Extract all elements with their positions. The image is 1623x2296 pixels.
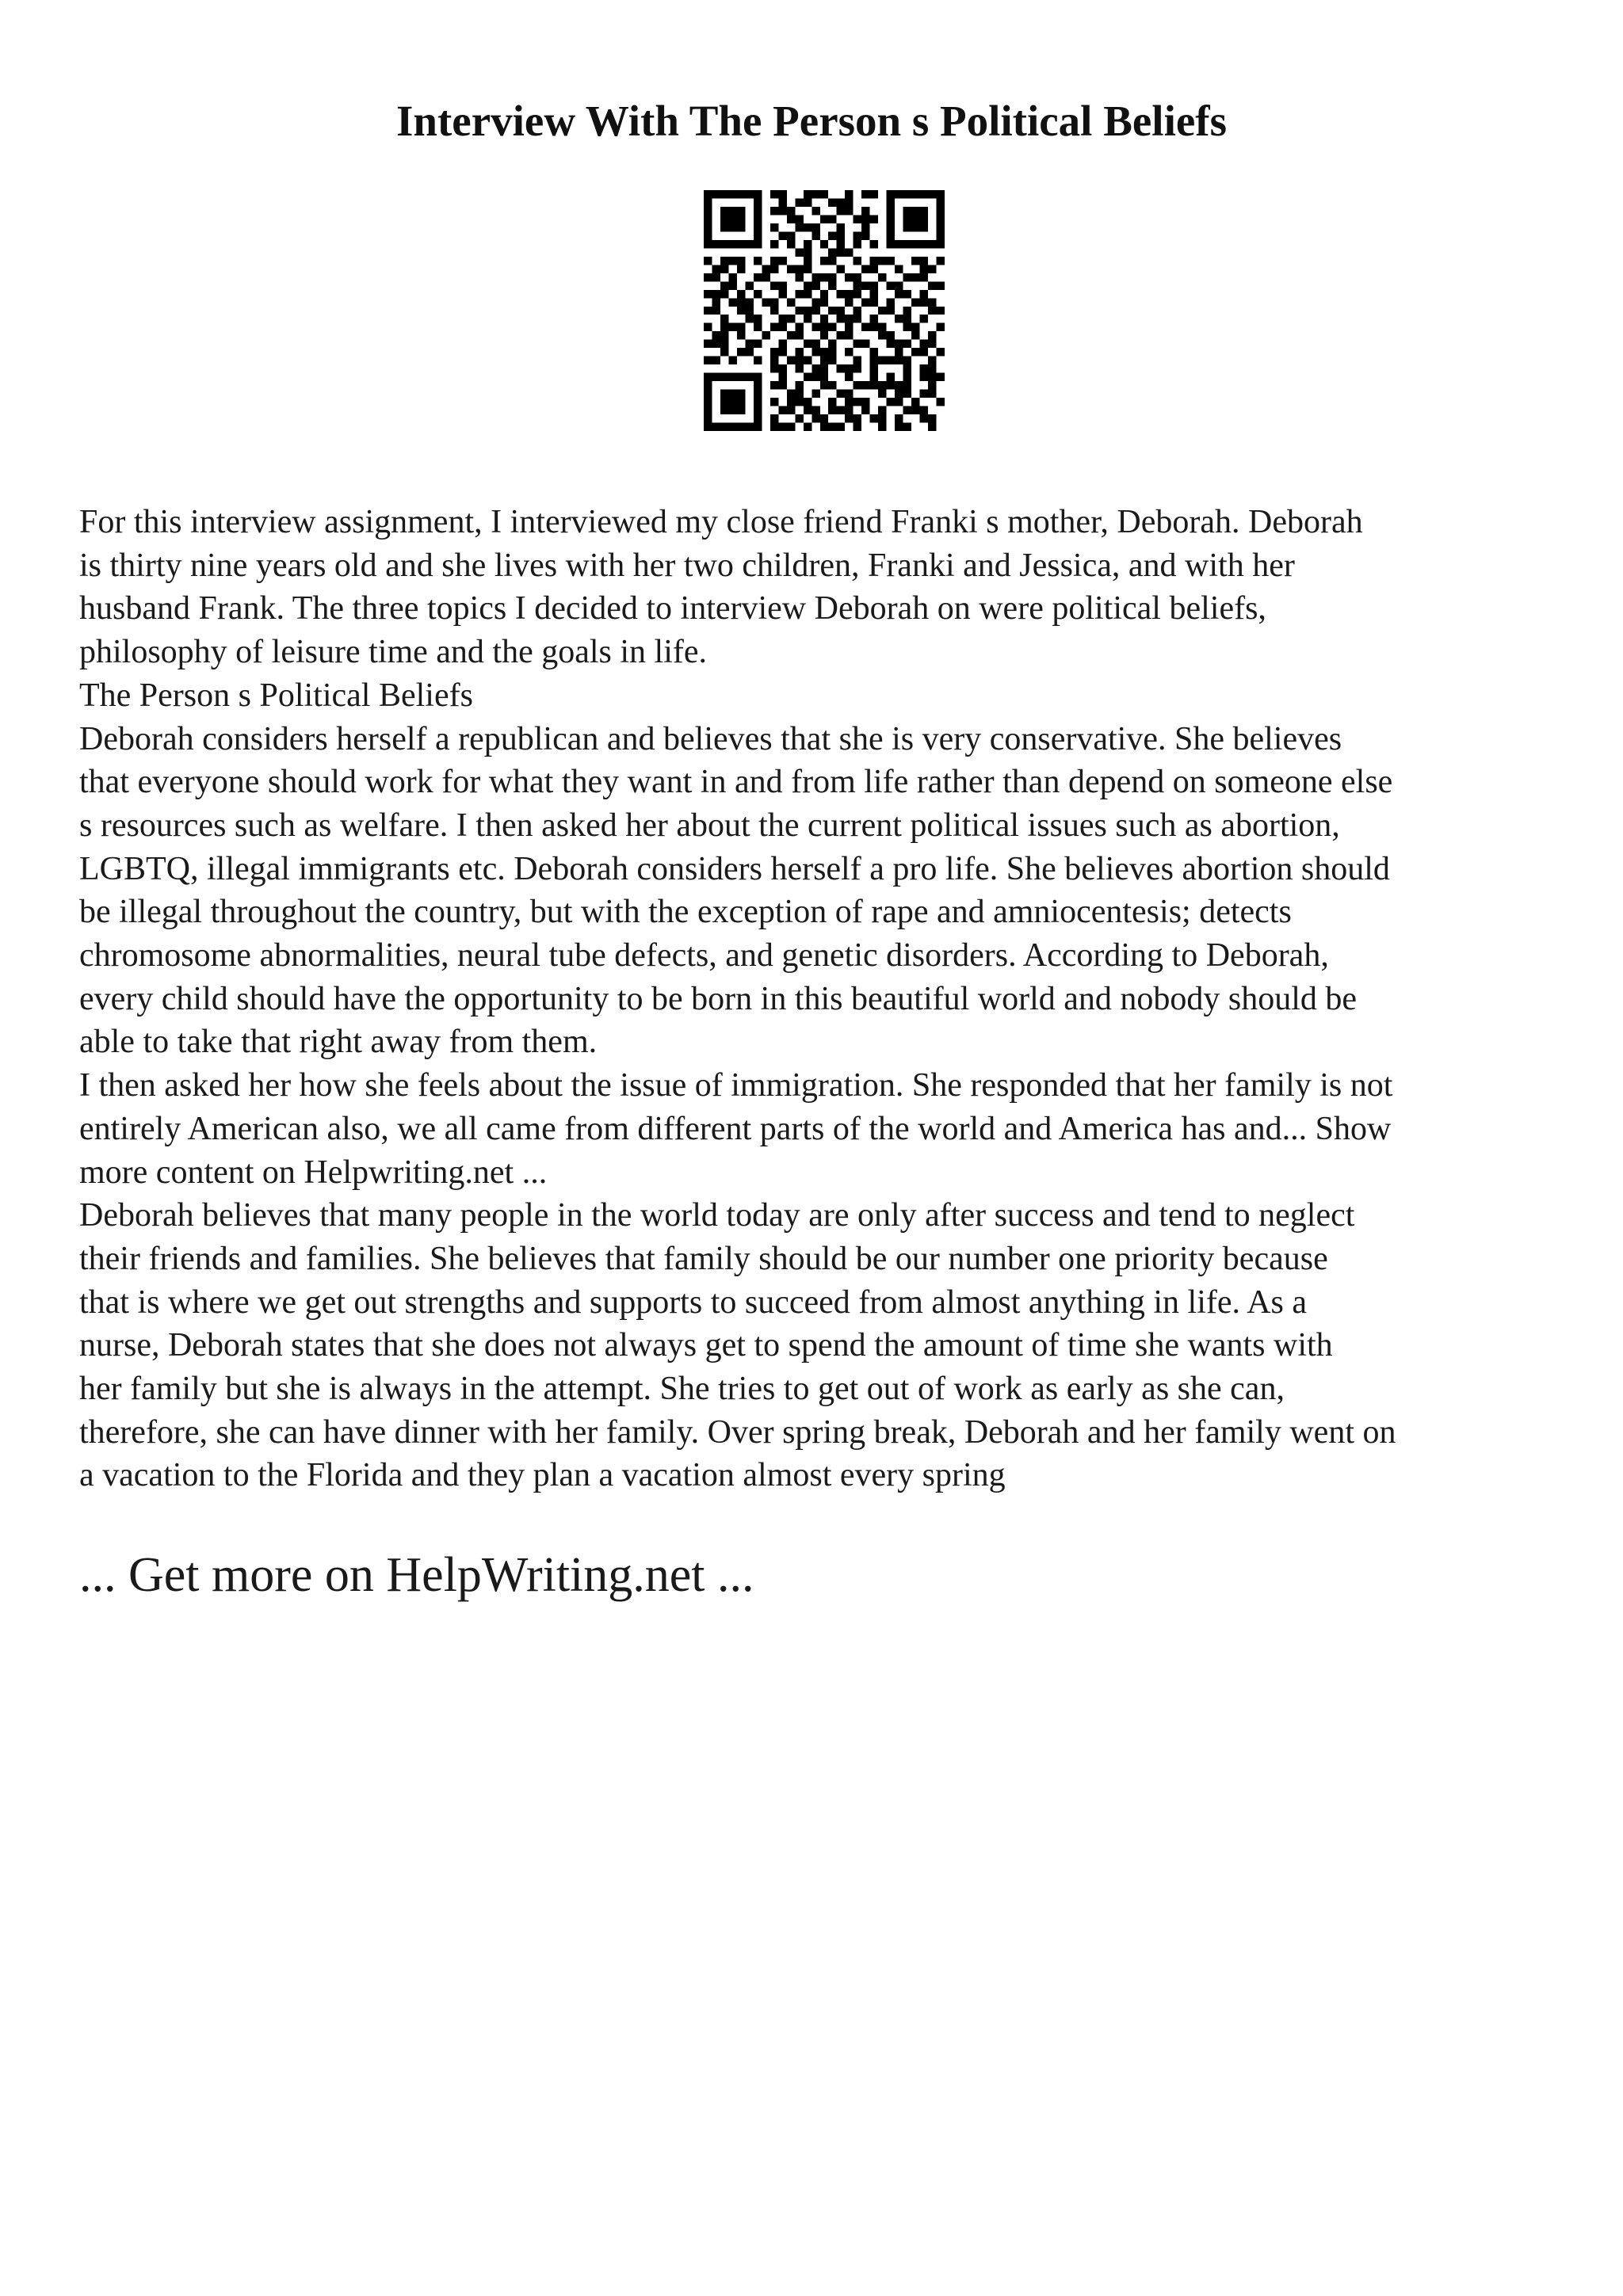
body-line: every child should have the opportunity to be born in this beautiful world and nobody should be [79,980,1358,1017]
body-line: more content on Helpwriting.net ... [79,1154,548,1191]
body-line: therefore, she can have dinner with her family. Over spring break, Deborah and her family went on [79,1413,1396,1451]
body-line: nurse, Deborah states that she does not always get to spend the amount of time she wants with [79,1327,1333,1364]
body-line: be illegal throughout the country, but with the exception of rape and amniocentesis; detects [79,894,1292,931]
body-line: entirely American also, we all came from different parts of the world and America has and... Show [79,1110,1392,1147]
body-line: a vacation to the Florida and they plan a vacation almost every spring [79,1457,1006,1494]
body-line: is thirty nine years old and she lives with her two children, Franki and Jessica, and with her [79,547,1295,584]
body-line: that is where we get out strengths and supports to succeed from almost anything in life. As a [79,1283,1308,1321]
body-line: their friends and families. She believes that family should be our number one priority because [79,1240,1328,1277]
body-line: philosophy of leisure time and the goals in life. [79,634,708,671]
body-line: LGBTQ, illegal immigrants etc. Deborah considers herself a pro life. She believes abortion should [79,850,1390,887]
body-line: her family but she is always in the attempt. She tries to get out of work as early as she can, [79,1371,1285,1408]
get-more-link[interactable]: ... Get more on HelpWriting.net ... [79,1548,754,1602]
body-line: chromosome abnormalities, neural tube defects, and genetic disorders. According to Deborah, [79,937,1329,974]
qr-code-icon [704,190,945,431]
body-line: For this interview assignment, I interviewed my close friend Franki s mother, Deborah. Deborah [79,504,1363,540]
body-line: that everyone should work for what they want in and from life rather than depend on someone else [79,764,1393,801]
section-heading: The Person s Political Beliefs [79,677,473,714]
body-line: able to take that right away from them. [79,1024,598,1061]
body-line: Deborah believes that many people in the world today are only after success and tend to neglect [79,1197,1355,1234]
document-body [79,501,1553,1497]
document-title: Interview With The Person s Political Beliefs [396,97,1227,145]
body-line: I then asked her how she feels about the issue of immigration. She responded that her family is not [79,1067,1393,1104]
body-line: husband Frank. The three topics I decided to interview Deborah on were political beliefs, [79,590,1266,627]
body-line: Deborah considers herself a republican and believes that she is very conservative. She believes [79,720,1342,757]
body-line: s resources such as welfare. I then asked her about the current political issues such as abortion, [79,807,1340,844]
